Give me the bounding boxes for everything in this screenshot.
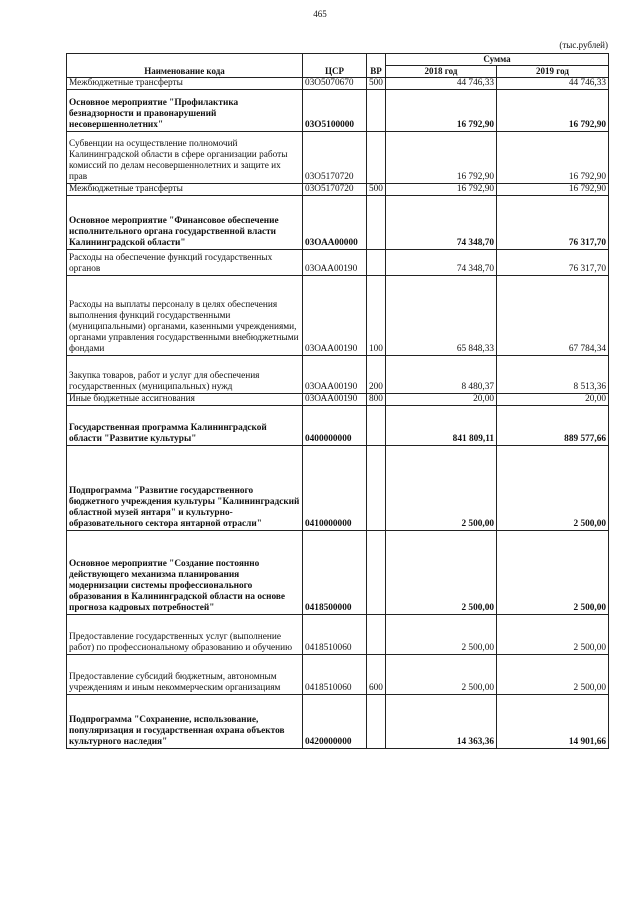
row-name: Предоставление субсидий бюджетным, автономным учреждениям и иным некоммерческим организациям [67, 655, 303, 695]
row-2019: 16 792,90 [497, 184, 609, 196]
row-vr: 100 [367, 276, 386, 356]
table-row [67, 394, 609, 406]
row-csr: 0418500000 [303, 531, 367, 615]
row-2019: 20,00 [497, 394, 609, 406]
row-vr [367, 250, 386, 276]
row-vr [367, 615, 386, 655]
table-row [67, 531, 609, 615]
row-2018: 2 500,00 [386, 655, 497, 695]
header-name: Наименование кода [67, 54, 303, 78]
row-csr: 03ОАА00190 [303, 356, 367, 394]
row-name: Подпрограмма "Сохранение, использование, популяризация и государственная охрана объектов культурного наследия" [67, 695, 303, 749]
row-name: Основное мероприятие "Профилактика безнадзорности и правонарушений несовершеннолетних" [67, 90, 303, 132]
row-2018: 74 348,70 [386, 250, 497, 276]
row-vr [367, 90, 386, 132]
row-name: Субвенции на осуществление полномочий Калининградской области в сфере организации работы комиссий по делам несовершеннолетних и защите их прав [67, 132, 303, 184]
row-2018: 841 809,11 [386, 406, 497, 446]
row-2019: 16 792,90 [497, 132, 609, 184]
row-vr [367, 531, 386, 615]
row-vr: 600 [367, 655, 386, 695]
row-2019: 67 784,34 [497, 276, 609, 356]
row-csr: 0418510060 [303, 655, 367, 695]
row-name: Основное мероприятие "Создание постоянно действующего механизма планирования модернизации системы профессионального образования в Калининградской области на основе прогноза кадровых потребностей" [67, 531, 303, 615]
row-2018: 74 348,70 [386, 196, 497, 250]
row-name: Межбюджетные трансферты [67, 184, 303, 196]
header-csr: ЦСР [303, 54, 367, 78]
row-name: Межбюджетные трансферты [67, 78, 303, 90]
row-2019: 2 500,00 [497, 655, 609, 695]
row-2019: 76 317,70 [497, 196, 609, 250]
header-vr: ВР [367, 54, 386, 78]
row-csr: 03ОАА00190 [303, 394, 367, 406]
row-2018: 20,00 [386, 394, 497, 406]
table-row [67, 250, 609, 276]
header-2019: 2019 год [497, 66, 609, 78]
row-csr: 03О5170720 [303, 132, 367, 184]
row-2019: 2 500,00 [497, 615, 609, 655]
row-csr: 0418510060 [303, 615, 367, 655]
row-2018: 2 500,00 [386, 446, 497, 531]
row-2018: 14 363,36 [386, 695, 497, 749]
table-row [67, 695, 609, 749]
row-vr: 500 [367, 184, 386, 196]
row-2019: 44 746,33 [497, 78, 609, 90]
table-row [67, 196, 609, 250]
row-2019: 76 317,70 [497, 250, 609, 276]
table-row [67, 184, 609, 196]
table-row [67, 132, 609, 184]
row-name: Расходы на обеспечение функций государственных органов [67, 250, 303, 276]
row-csr: 03ОАА00190 [303, 250, 367, 276]
row-vr [367, 132, 386, 184]
row-name: Расходы на выплаты персоналу в целях обеспечения выполнения функций государственными (муниципальными) органами, казенными учреждениями, органами управления государственными внебюджетными фондами [67, 276, 303, 356]
row-name: Основное мероприятие "Финансовое обеспечение исполнительного органа государственной власти Калининградской области" [67, 196, 303, 250]
row-vr [367, 695, 386, 749]
row-vr: 800 [367, 394, 386, 406]
row-csr: 0420000000 [303, 695, 367, 749]
row-csr: 03О5170720 [303, 184, 367, 196]
budget-table [66, 53, 609, 749]
table-row [67, 90, 609, 132]
row-vr: 500 [367, 78, 386, 90]
row-2018: 44 746,33 [386, 78, 497, 90]
row-vr [367, 446, 386, 531]
row-2019: 2 500,00 [497, 446, 609, 531]
row-2019: 2 500,00 [497, 531, 609, 615]
row-2018: 2 500,00 [386, 531, 497, 615]
row-vr [367, 406, 386, 446]
row-csr: 03ОАА00190 [303, 276, 367, 356]
row-name: Государственная программа Калининградской области "Развитие культуры" [67, 406, 303, 446]
row-2018: 16 792,90 [386, 184, 497, 196]
row-name: Подпрограмма "Развитие государственного бюджетного учреждения культуры "Калининградский областной музей янтаря" и культурно-образовательного сектора янтарной отрасли" [67, 446, 303, 531]
row-csr: 0410000000 [303, 446, 367, 531]
row-2018: 16 792,90 [386, 90, 497, 132]
table-row [67, 615, 609, 655]
table-row [67, 446, 609, 531]
row-csr: 03ОАА00000 [303, 196, 367, 250]
table-row [67, 655, 609, 695]
table-row [67, 78, 609, 90]
row-csr: 03О5100000 [303, 90, 367, 132]
page-number: 465 [313, 9, 327, 19]
row-2018: 2 500,00 [386, 615, 497, 655]
table-row [67, 276, 609, 356]
row-name: Иные бюджетные ассигнования [67, 394, 303, 406]
row-2019: 14 901,66 [497, 695, 609, 749]
row-name: Предоставление государственных услуг (выполнение работ) по профессиональному образованию и обучению [67, 615, 303, 655]
row-2018: 65 848,33 [386, 276, 497, 356]
table-row [67, 356, 609, 394]
header-sum: Сумма [386, 54, 609, 66]
row-csr: 0400000000 [303, 406, 367, 446]
row-vr [367, 196, 386, 250]
row-name: Закупка товаров, работ и услуг для обеспечения государственных (муниципальных) нужд [67, 356, 303, 394]
row-vr: 200 [367, 356, 386, 394]
row-2019: 16 792,90 [497, 90, 609, 132]
units-label: (тыс.рублей) [559, 40, 608, 50]
row-2019: 8 513,36 [497, 356, 609, 394]
row-2019: 889 577,66 [497, 406, 609, 446]
row-2018: 8 480,37 [386, 356, 497, 394]
header-2018: 2018 год [386, 66, 497, 78]
row-2018: 16 792,90 [386, 132, 497, 184]
table-row [67, 406, 609, 446]
row-csr: 03О5070670 [303, 78, 367, 90]
